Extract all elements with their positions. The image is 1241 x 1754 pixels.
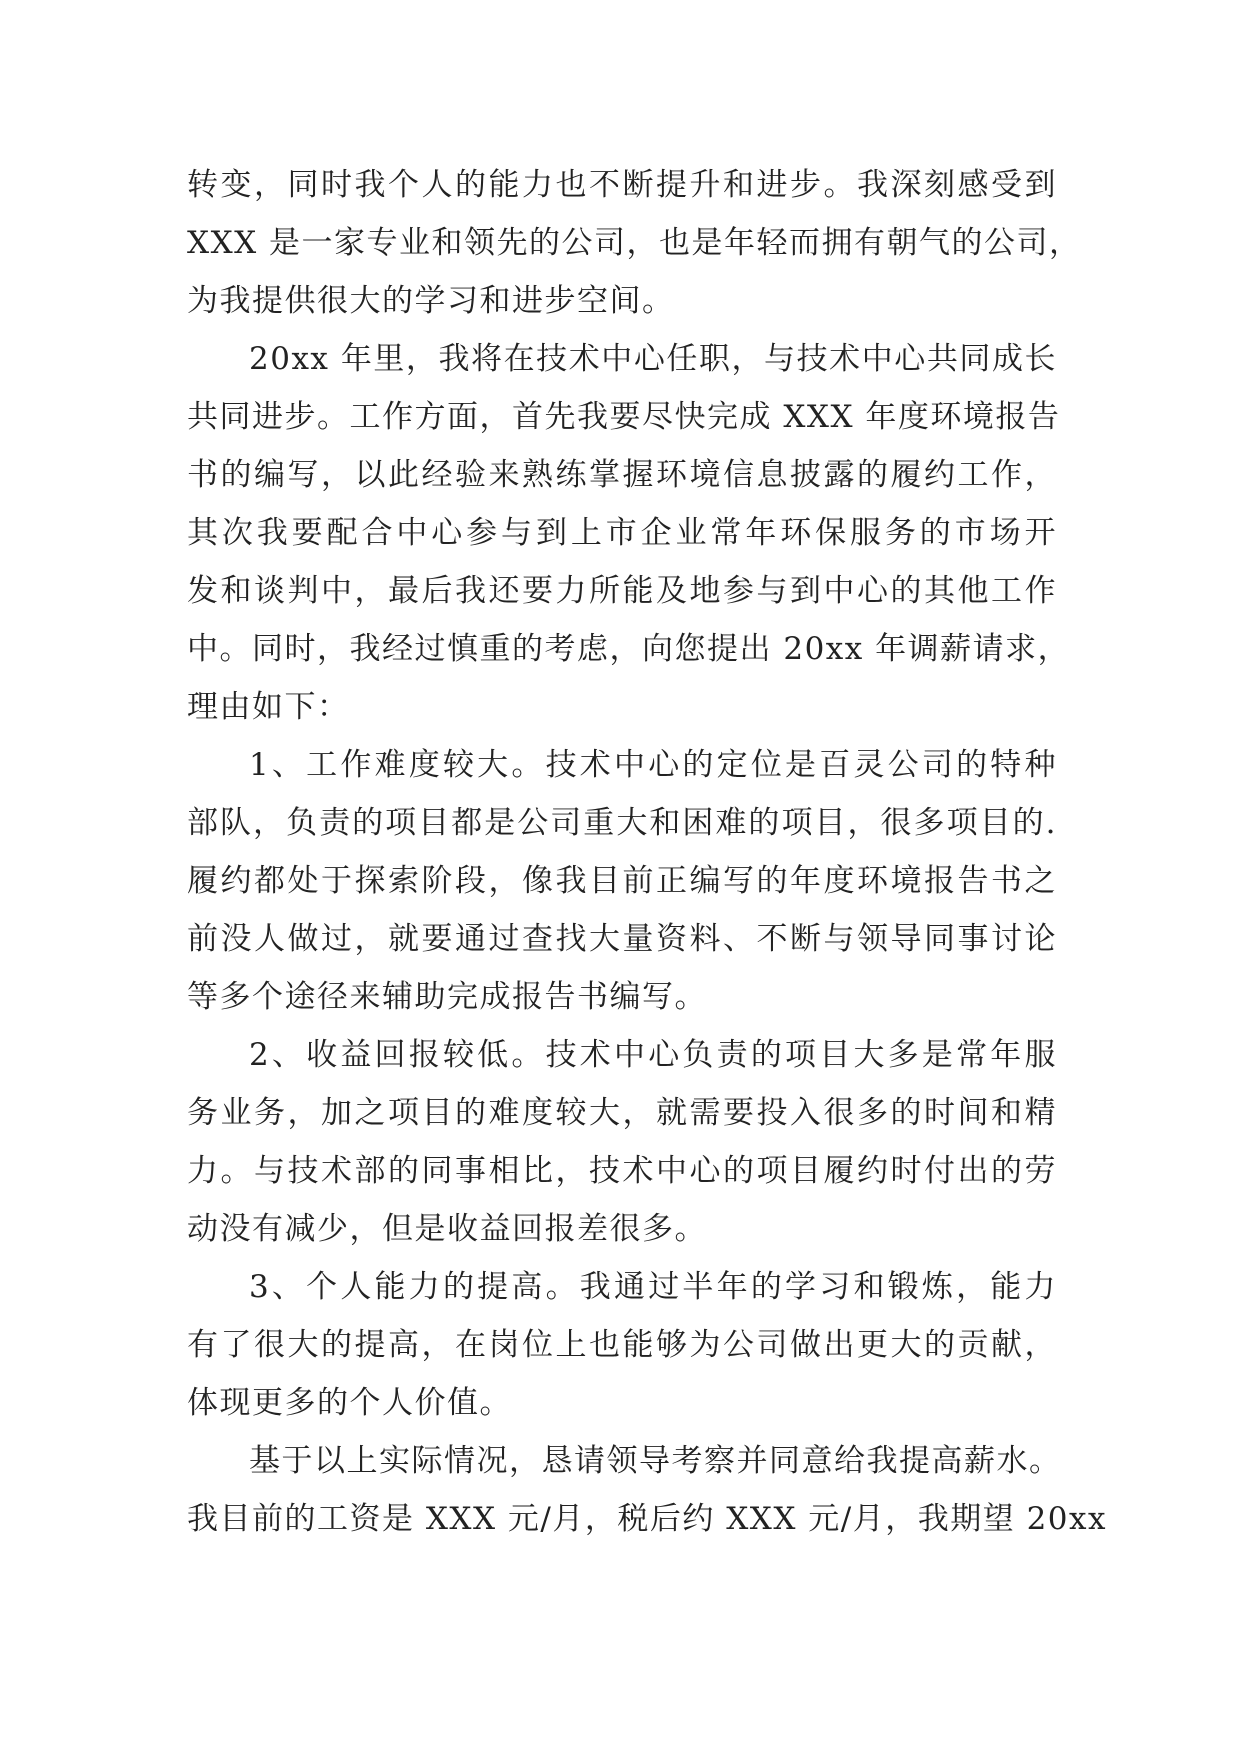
text-line: 共同进步。工作方面，首先我要尽快完成 XXX 年度环境报告 bbox=[187, 399, 1061, 435]
text-line: 等多个途径来辅助完成报告书编写。 bbox=[187, 979, 707, 1015]
text-line: 动没有减少，但是收益回报差很多。 bbox=[187, 1211, 707, 1247]
text-line: XXX 是一家专业和领先的公司，也是年轻而拥有朝气的公司， bbox=[187, 225, 1082, 261]
text-line: 20xx 年里，我将在技术中心任职，与技术中心共同成长 bbox=[249, 341, 1057, 377]
text-line: 1、工作难度较大。技术中心的定位是百灵公司的特种 bbox=[249, 747, 1057, 783]
text-line: 履约都处于探索阶段，像我目前正编写的年度环境报告书之 bbox=[187, 863, 1057, 899]
document-body bbox=[187, 156, 1107, 1548]
text-line: 其次我要配合中心参与到上市企业常年环保服务的市场开 bbox=[187, 515, 1057, 551]
text-line: 3、个人能力的提高。我通过半年的学习和锻炼，能力 bbox=[249, 1269, 1057, 1305]
text-line: 力。与技术部的同事相比，技术中心的项目履约时付出的劳 bbox=[187, 1153, 1057, 1189]
text-line: 有了很大的提高，在岗位上也能够为公司做出更大的贡献， bbox=[187, 1327, 1057, 1363]
text-line: 中。同时，我经过慎重的考虑，向您提出 20xx 年调薪请求， bbox=[187, 631, 1071, 667]
text-line: 发和谈判中，最后我还要力所能及地参与到中心的其他工作 bbox=[187, 573, 1057, 609]
text-line: 前没人做过，就要通过查找大量资料、不断与领导同事讨论 bbox=[187, 921, 1057, 957]
text-line: 部队，负责的项目都是公司重大和困难的项目，很多项目的. bbox=[187, 805, 1057, 841]
text-line: 基于以上实际情况，恳请领导考察并同意给我提高薪水。 bbox=[249, 1443, 1062, 1479]
text-line: 理由如下： bbox=[187, 689, 350, 725]
text-line: 2、收益回报较低。技术中心负责的项目大多是常年服 bbox=[249, 1037, 1057, 1073]
text-line: 为我提供很大的学习和进步空间。 bbox=[187, 283, 675, 319]
text-line: 书的编写，以此经验来熟练掌握环境信息披露的履约工作， bbox=[187, 457, 1057, 493]
text-line: 体现更多的个人价值。 bbox=[187, 1385, 512, 1421]
text-line: 转变，同时我个人的能力也不断提升和进步。我深刻感受到 bbox=[187, 167, 1057, 203]
text-line: 务业务，加之项目的难度较大，就需要投入很多的时间和精 bbox=[187, 1095, 1057, 1131]
text-line: 我目前的工资是 XXX 元/月，税后约 XXX 元/月，我期望 20xx bbox=[187, 1501, 1107, 1537]
